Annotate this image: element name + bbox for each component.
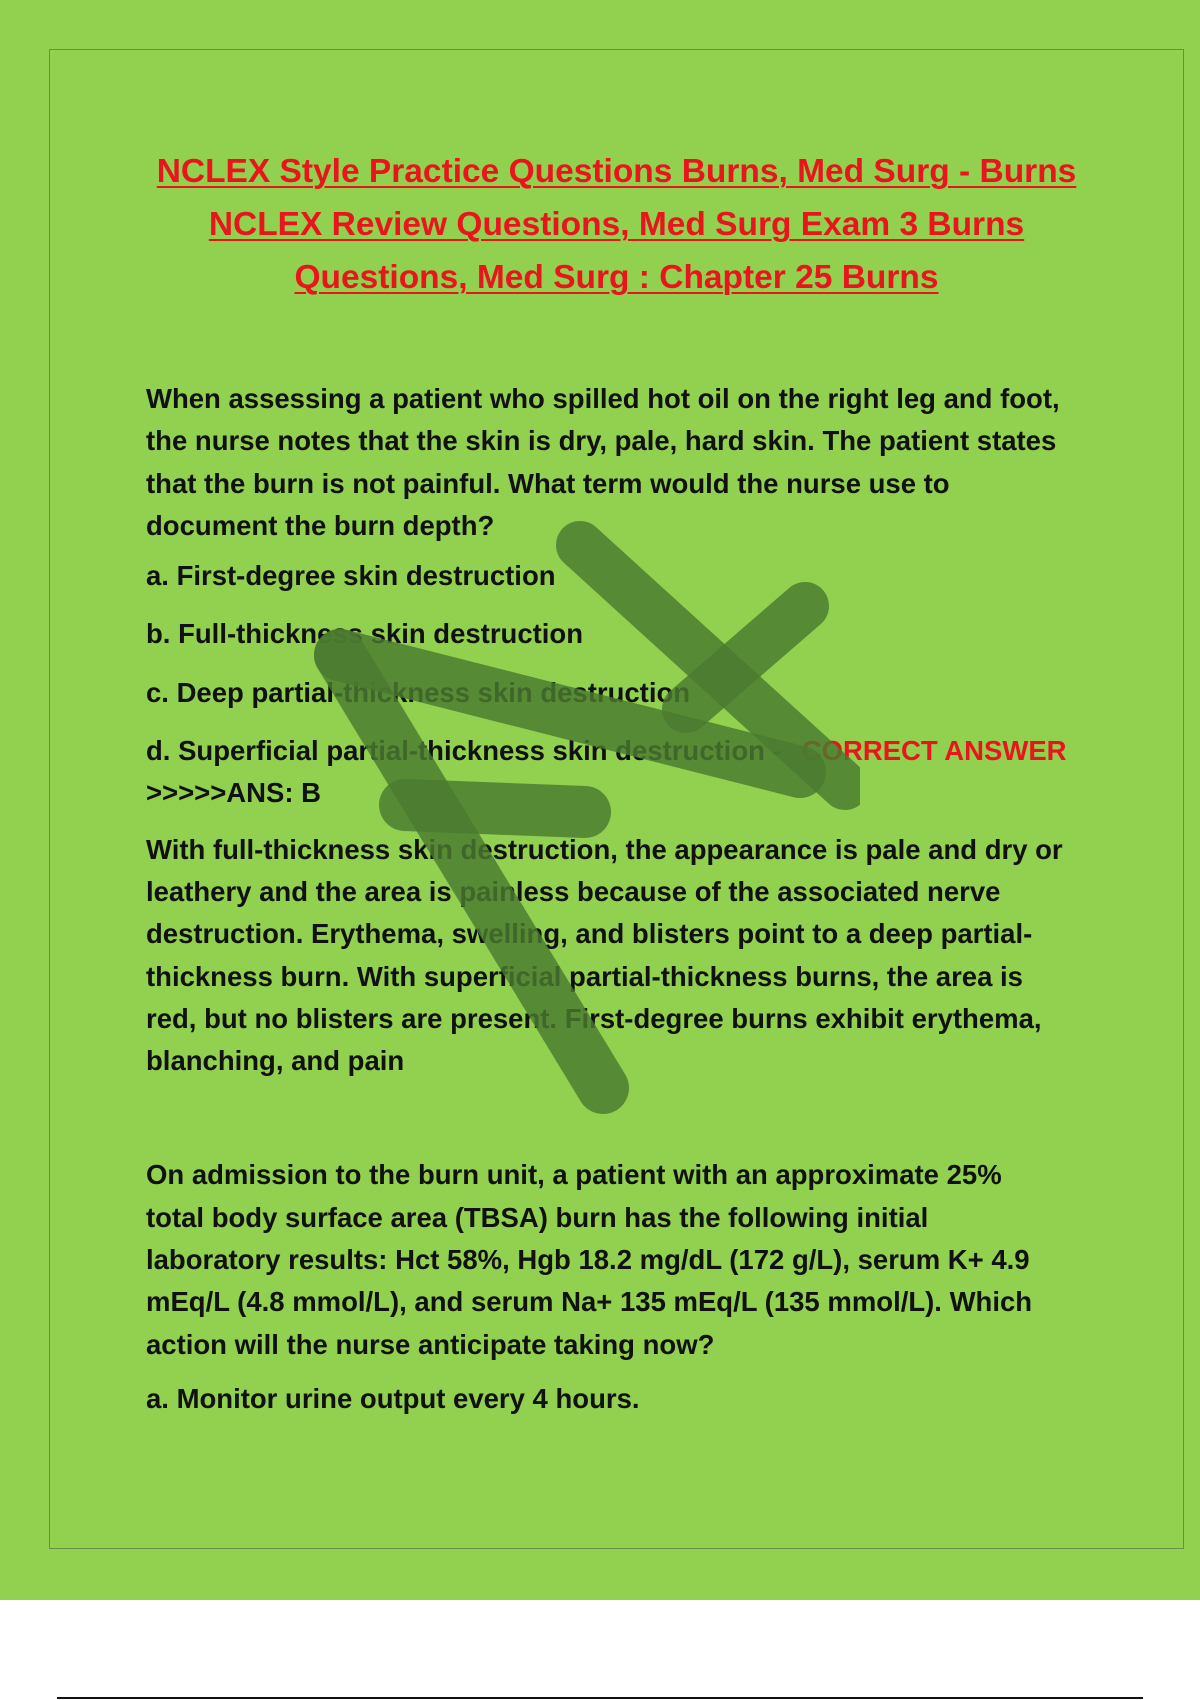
bottom-rule [57, 1697, 1143, 1699]
rationale-line: thickness burn. With superficial partial-thickness burns, the area is [146, 960, 1023, 992]
question-2-line: total body surface area (TBSA) burn has the following initial [146, 1201, 929, 1233]
rationale-line: With full-thickness skin destruction, the appearance is pale and dry or [146, 833, 1063, 865]
question-1-line: that the burn is not painful. What term would the nurse use to [146, 467, 950, 499]
title-line-3: Questions, Med Surg : Chapter 25 Burns [294, 259, 939, 296]
question-1-line: the nurse notes that the skin is dry, pale, hard skin. The patient states [146, 425, 1057, 457]
rationale-line: red, but no blisters are present. First-degree burns exhibit erythema, [146, 1002, 1042, 1034]
question-2-line: action will the nurse anticipate taking now? [146, 1328, 715, 1360]
question-2-text [146, 1154, 1096, 1365]
question-content [146, 378, 1096, 1436]
title-line-2: NCLEX Review Questions, Med Surg Exam 3 Burns [208, 206, 1025, 243]
question-2-line: mEq/L (4.8 mmol/L), and serum Na+ 135 mEq/L (135 mmol/L). Which [146, 1286, 1033, 1318]
question-2-option-a: a. Monitor urine output every 4 hours. [146, 1382, 640, 1414]
question-2-line: laboratory results: Hct 58%, Hgb 18.2 mg/dL (172 g/L), serum K+ 4.9 [146, 1244, 1030, 1276]
question-1-rationale [146, 829, 1096, 1083]
question-1-option-d [146, 730, 1096, 772]
document-title [120, 145, 1113, 304]
question-1-option-b: b. Full-thickness skin destruction [146, 618, 584, 650]
question-1-text [146, 378, 1096, 547]
rationale-line: blanching, and pain [146, 1045, 405, 1077]
question-2-line: On admission to the burn unit, a patient with an approximate 25% [146, 1159, 1002, 1191]
question-1-line: When assessing a patient who spilled hot oil on the right leg and foot, [146, 383, 1060, 414]
question-1-option-c: c. Deep partial-thickness skin destruction [146, 676, 691, 708]
option-d-text: d. Superficial partial-thickness skin destruction - [146, 735, 782, 767]
rationale-line: leathery and the area is painless because of the associated nerve [146, 875, 1001, 907]
correct-answer-label: CORRECT ANSWER [801, 735, 1067, 767]
question-1-answer: >>>>>ANS: B [146, 777, 322, 809]
question-1-option-a: a. First-degree skin destruction [146, 560, 556, 592]
question-1-line: document the burn depth? [146, 509, 495, 541]
title-line-1: NCLEX Style Practice Questions Burns, Med Surg - Burns [156, 153, 1077, 190]
rationale-line: destruction. Erythema, swelling, and blisters point to a deep partial- [146, 918, 1033, 950]
section-gap [146, 1082, 1096, 1154]
